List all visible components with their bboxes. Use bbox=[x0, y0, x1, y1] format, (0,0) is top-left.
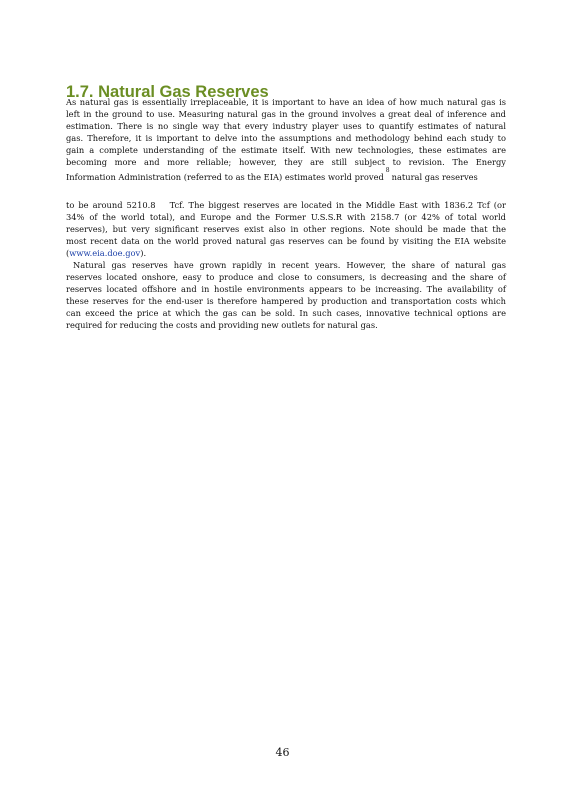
paragraph-2-line: reserves), but very significant reserves exist also in other regions. Note should be made that the bbox=[66, 224, 506, 235]
eia-website-link[interactable]: www.eia.doe.gov bbox=[69, 248, 141, 259]
paragraph-3-line: required for reducing the costs and providing new outlets for natural gas. bbox=[66, 320, 378, 331]
paragraph-1-text: natural gas reserves bbox=[391, 171, 478, 182]
paragraph-1-line: gas. Therefore, it is important to delve into the assumptions and methodology behind each study to bbox=[66, 133, 506, 144]
paragraph-3-line: reserves located onshore, easy to produce and close to consumers, is decreasing and the share of bbox=[66, 272, 506, 283]
paragraph-3 bbox=[66, 259, 506, 332]
paragraph-1-line: left in the ground to use. Measuring natural gas in the ground involves a great deal of inference and bbox=[66, 109, 506, 120]
paragraph-2-line: 34% of the world total), and Europe and the Former U.S.S.R with 2158.7 (or 42% of total world bbox=[66, 212, 506, 223]
footnote-reference[interactable]: 8 bbox=[385, 166, 390, 174]
paragraph-3-line: can exceed the price at which the gas can be sold. In such cases, innovative technical options are bbox=[66, 308, 506, 319]
section-heading: 1.7. Natural Gas Reserves bbox=[66, 83, 269, 101]
page-number: 46 bbox=[275, 746, 290, 759]
paragraph-2 bbox=[66, 199, 506, 259]
paragraph-1-line: gain a complete understanding of the estimate itself. With new technologies, these estimates are bbox=[66, 145, 506, 156]
paragraph-2-text: Tcf. The biggest reserves are located in the Middle East with 1836.2 Tcf (or bbox=[169, 200, 506, 210]
paragraph-3-line: Natural gas reserves have grown rapidly in recent years. However, the share of natural gas bbox=[73, 260, 506, 270]
paragraph-1-line: As natural gas is essentially irreplaceable, it is important to have an idea of how much natural gas is bbox=[66, 97, 506, 107]
paragraph-1-line: estimation. There is no single way that every industry player uses to quantify estimates of natural bbox=[66, 121, 506, 132]
paragraph-1 bbox=[66, 96, 506, 182]
paragraph-2-line: most recent data on the world proved natural gas reserves can be found by visiting the EIA website bbox=[66, 236, 506, 247]
paragraph-1-text: Information Administration (referred to as the EIA) estimates world proved bbox=[66, 171, 384, 182]
paragraph-1-last-line bbox=[66, 166, 506, 183]
paragraph-2-first-line bbox=[66, 199, 506, 211]
reserves-total-text: to be around 5210.8 bbox=[66, 200, 156, 210]
paren-close: ). bbox=[140, 248, 147, 259]
paren-open: ( bbox=[66, 248, 70, 259]
paragraph-2-last-line bbox=[66, 247, 506, 259]
paragraph-3-line: these reserves for the end-user is therefore hampered by production and transportation costs which bbox=[66, 296, 506, 307]
paragraph-1-line: becoming more and more reliable; however, they are still subject to revision. The Energy bbox=[66, 157, 506, 168]
paragraph-3-line: reserves located offshore and in hostile environments appears to be increasing. The availability of bbox=[66, 284, 506, 295]
